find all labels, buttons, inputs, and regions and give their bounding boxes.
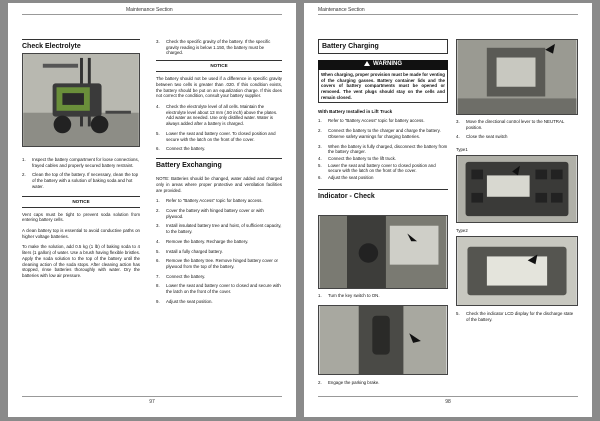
charging-side-steps [456,119,578,144]
step-text: Adjust the seat position [328,175,374,181]
left-page [8,3,296,417]
step-number: 6. [156,258,160,264]
step-number: 1. [156,198,160,204]
step3-list [156,39,282,56]
page-header: Maintenance Section [126,7,173,13]
list-item [456,119,578,130]
indicator-steps [318,293,448,299]
step-number: 1. [318,118,322,124]
parking-brake-illustration [319,306,447,374]
step-text: Refer to "Battery Access" topic for battery access. [328,118,425,124]
right-page [304,3,592,417]
step-text: Install insulated battery tree and hoist, of sufficient capacity, to the battery. [166,223,282,235]
footer-divider [22,396,282,397]
notice-label: NOTICE [22,196,140,208]
page-number: 98 [445,399,451,405]
lcd-display-type2-photo [456,236,578,306]
operator-compartment-photo [456,39,578,115]
step-text: Refer to "Battery Access" topic for battery access. [166,198,263,204]
lcd-type1-illustration [457,156,577,222]
step-number: 3. [156,39,160,44]
lcd-display-type1-photo [456,155,578,223]
indicator-step2 [318,380,448,390]
header-divider [318,14,578,15]
step-text: Cover the battery with hinged battery cover or with plywood. [166,208,264,219]
step-text: Adjust the seat position. [166,298,213,304]
step-text: Connect the battery. [166,273,206,279]
list-item [156,249,282,255]
step-text: Clean the top of the battery. If necessary, clean the top of the battery with a solution of baking soda and hot water. [32,172,139,189]
step-number: 7. [156,273,160,279]
list-item [156,299,282,305]
side-steps [456,119,578,140]
exchanging-steps [156,198,282,304]
step-number: 2. [318,128,322,134]
type2-label: Type2 [456,228,468,233]
list-item [156,258,282,269]
notice-label: NOTICE [156,60,282,72]
list-item [156,146,282,152]
step-number: 3. [156,223,160,229]
battery-charging-section [318,39,448,207]
step-text: Inspect the battery compartment for loose connections, frayed cables and properly secured battery restraint. [32,157,139,168]
step-number: 2. [156,208,160,213]
key-switch-photo [318,215,448,289]
list-item [22,172,140,189]
step-number: 4. [156,104,160,109]
list-item [156,131,282,142]
lcd-type2-illustration [457,237,577,305]
list-item [318,156,448,162]
list-item [318,128,448,139]
step-text: Engage the parking brake. [328,380,380,385]
step-text: Check the electrolyte level of all cells. Maintain the electrolyte level about 13 mm (.50 inch) above the plates. Add water as needed. Use only distilled water. Water is always added after a battery is charged. [166,104,278,127]
step-text: Lower the seat and battery cover to closed position and secure with the latch on the front of the cover. [328,162,436,174]
step-text: Connect the battery. [166,146,206,152]
list-item [156,104,282,127]
step-number: 1. [22,157,26,162]
forklift-battery-photo [22,53,140,147]
electrolyte-continued [156,39,282,309]
step-text: When the battery is fully charged, disconnect the battery from the battery charger. [328,143,448,155]
electrolyte-steps [22,157,140,190]
list-item [156,223,282,234]
indicator-steps-2 [318,380,448,386]
list-item [318,293,448,299]
step-text: Lower the seat and battery cover. To closed position and secure with the latch on the front of the cover. [166,130,276,142]
header-divider [22,14,282,15]
notice-paragraph: To make the solution, add 0.5 kg (1 lb) of baking soda to 4 liters (1 gallon) of water. Use a brush having flexible bristles. Apply the soda solution to the top of the battery until the cleaning action of the soda stops. After cleaning action has stopped, rinse batteries thoroughly with water. Dry the batteries with low air pressure. [22,244,140,279]
step-text: Check the indicator LCD display for the discharge state of the battery. [466,311,574,322]
step-number: 9. [156,298,160,304]
step-number: 2. [22,172,26,178]
parking-brake-photo [318,305,448,375]
indicator-step5 [456,311,578,326]
list-item [318,380,448,386]
list-item [156,274,282,280]
section-title: Battery Charging [318,39,448,54]
step-number: 2. [318,380,322,385]
list-item [318,144,448,155]
warning-label: WARNING [373,61,402,68]
list-item [318,163,448,174]
step-number: 4. [456,134,460,140]
list-item [156,239,282,245]
warning-triangle-icon [364,61,370,66]
type1-label: Type1 [456,147,468,152]
notice-paragraph: Vent caps must be tight to prevent soda solution from entering battery cells. [22,211,140,223]
section-title: Indicator - Check [318,189,448,201]
step-text: Connect the battery to the charger and charge the battery. Observe safety warnings for charging batteries. [328,128,441,139]
forklift-illustration [23,54,139,146]
note-text: NOTE: Batteries should be changed, water added and charged only in areas where proper protective and ventilation facilities are provided. [156,176,282,193]
step-text: Remove the battery tree. Remove hinged battery cover or plywood from the top of the battery. [166,258,279,270]
step-number: 4. [318,156,322,162]
notice-paragraph: The battery should not be used if a difference in specific gravity between two cells is greater than .020. If this condition exists, the battery should be put on an equalization charge. If this does not correct the condition, consult your battery supplier. [156,76,282,99]
step-number: 5. [156,130,160,136]
list-item [456,134,578,140]
page-header: Maintenance Section [318,7,365,13]
electrolyte-steps-continued [156,104,282,152]
list-item [456,311,578,322]
section-title: Check Electrolyte [22,39,140,51]
list-item [156,283,282,294]
key-switch-illustration [319,216,447,288]
step-text: Install a fully charged battery. [166,248,223,254]
step-number: 5. [456,311,460,316]
step-text: Connect the battery to the lift truck. [328,156,397,162]
list-item [318,175,448,181]
list-item [22,157,140,168]
check-electrolyte-body [22,157,140,284]
step-text: Remove the battery. Recharge the battery. [166,238,249,244]
step-number: 1. [318,293,322,298]
footer-divider [318,396,578,397]
charging-steps [318,118,448,180]
step-text: Move the directional control lever to the NEUTRAL position. [466,119,565,130]
step-number: 6. [318,175,322,181]
step-number: 3. [456,119,460,124]
step-number: 3. [318,143,322,149]
list-item [156,198,282,204]
indicator-step1 [318,293,448,303]
step-text: Check the specific gravity of the battery. If the specific gravity reading is below 1.150, the battery must be charged. [166,39,271,56]
step-text: Turn the key switch to ON. [328,293,380,298]
list-item [156,208,282,219]
warning-text: When charging, proper provision must be made for venting of the charging gasses. Battery container lids and the covers of battery compartments must be opened or removed. The vent plugs should stay on the cells and remain closed. [318,70,448,104]
notice-paragraph: A clean battery top is essential to avoid conductive paths on higher voltage batteries. [22,228,140,239]
step-number: 8. [156,283,160,289]
operator-compartment-illustration [457,40,577,114]
list-item [318,118,448,124]
subheading: With Battery Installed in Lift Truck [318,109,393,115]
step-number: 5. [318,162,322,168]
step-number: 4. [156,238,160,244]
warning-banner [318,60,448,70]
page-number: 97 [149,399,155,405]
list-item [156,39,282,56]
indicator-steps-5 [456,311,578,322]
step-number: 5. [156,248,160,254]
step-text: Lower the seat and battery cover to closed and secure with the latch on the front of the cover. [166,283,281,295]
section-title: Battery Exchanging [156,158,282,170]
step-number: 6. [156,146,160,152]
step-text: Close the seat switch [466,134,508,140]
